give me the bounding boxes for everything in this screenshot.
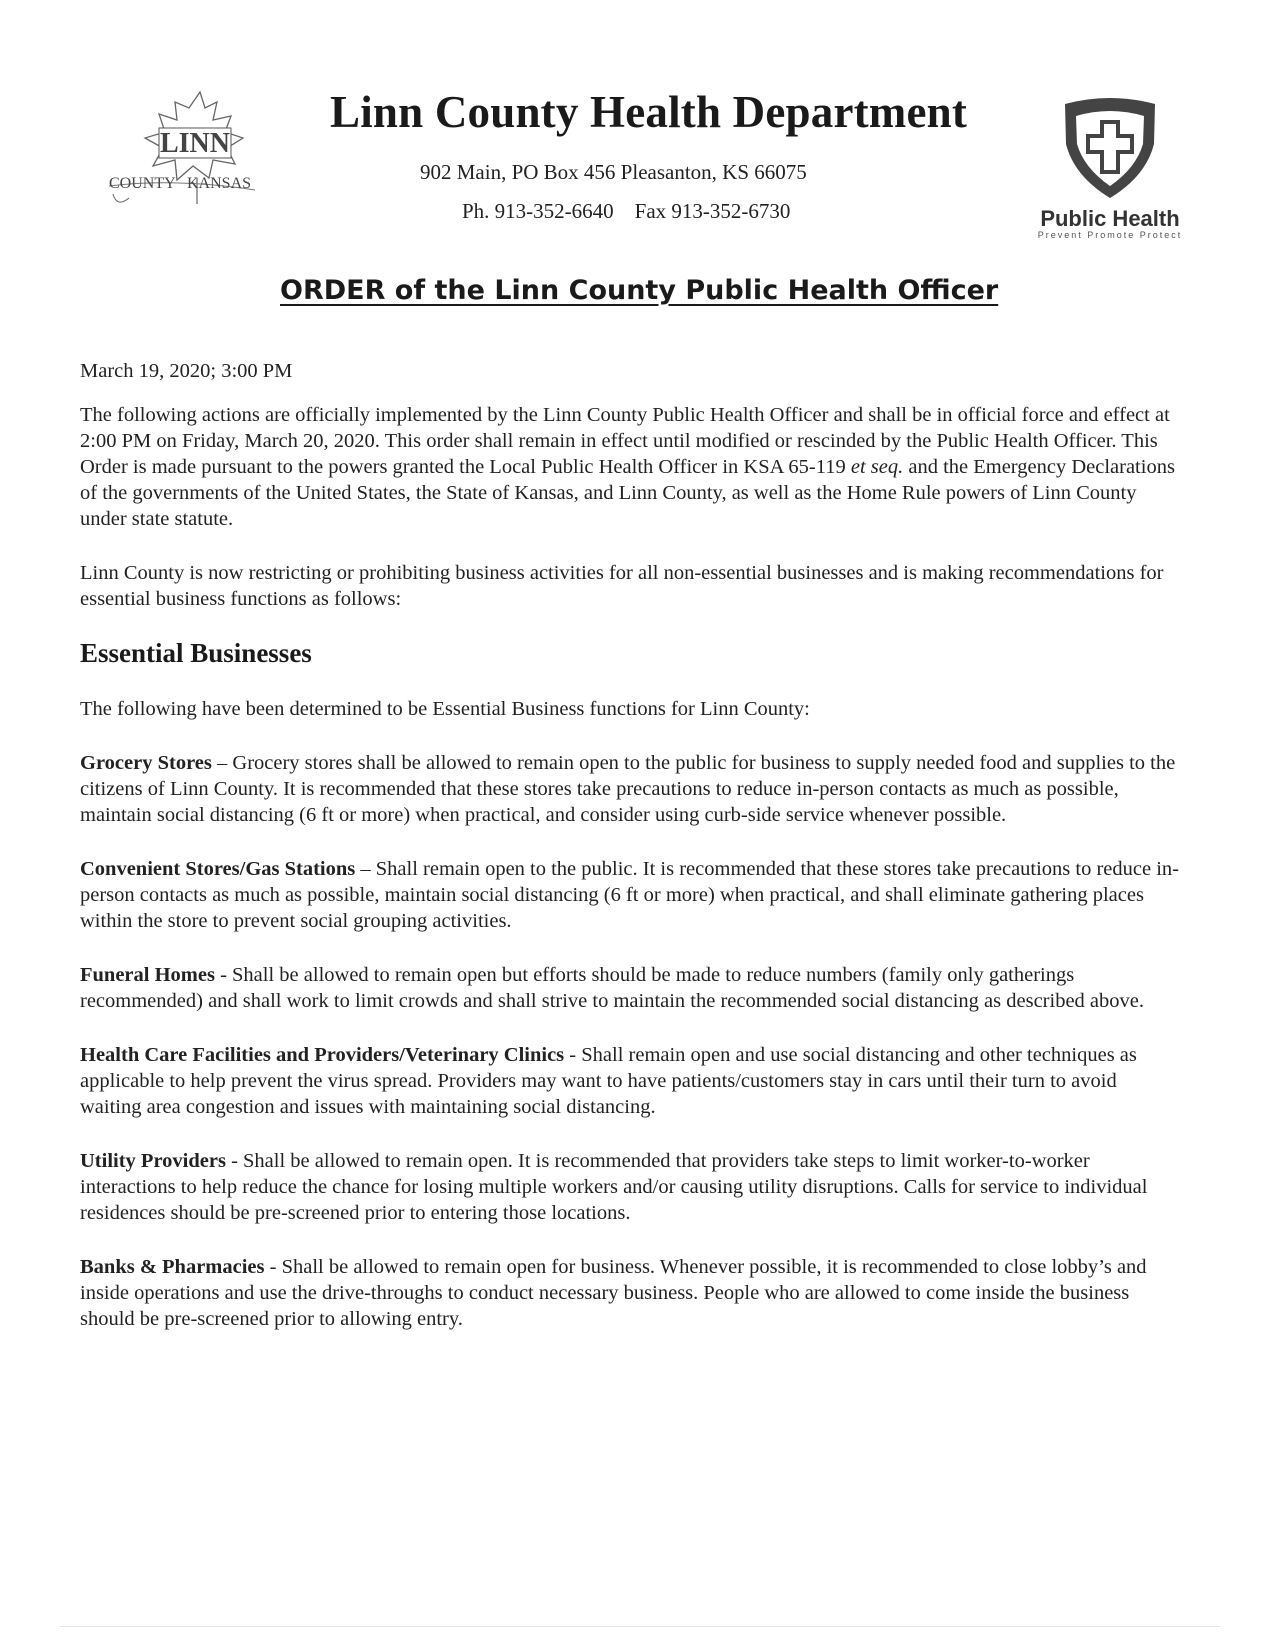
item-title: Convenient Stores/Gas Stations (80, 858, 356, 880)
item-separator: - (214, 964, 233, 986)
section-heading: Essential Businesses (80, 638, 312, 668)
business-item-funeral-homes (80, 962, 1180, 1014)
intro-italic: et seq. (850, 456, 904, 478)
svg-text:COUNTY: COUNTY (109, 175, 176, 192)
public-health-label: Public Health (1040, 206, 1180, 231)
item-title: Banks & Pharmacies (80, 1256, 265, 1278)
public-health-logo (1020, 98, 1200, 243)
item-text: Shall remain open to the public. It is recommended that these stores take precautions to reduce in-person contacts as much as possible, maintain social distancing (6 ft or more) when practical, and shall eliminate gathering places within the store to prevent social grouping activities. (80, 858, 1179, 932)
item-title: Health Care Facilities and Providers/Veterinary Clinics (80, 1044, 565, 1066)
item-text: Grocery stores shall be allowed to remain open to the public for business to supply needed food and supplies to the citizens of Linn County. It is recommended that these stores take precautions to reduce in-person contacts as much as possible, maintain social distancing (6 ft or more) when practical, and consider using curb-side service whenever possible. (80, 752, 1176, 826)
fax-number: Fax 913-352-6730 (634, 199, 791, 223)
item-separator: - (264, 1256, 282, 1278)
department-title: Linn County Health Department (330, 87, 968, 137)
department-contact (462, 199, 790, 224)
intro-text-part-1: The following actions are officially implemented by the Linn County Public Health Officer and shall be in official force and effect at 2:00 PM on Friday, March 20, 2020. This order shall remain in effect until modified or rescinded by the Public Health Officer. This Order is made pursuant to the powers granted the Local Public Health Officer in KSA 65-119 (80, 404, 1170, 478)
svg-text:LINN: LINN (159, 128, 231, 159)
item-text: Shall be allowed to remain open but efforts should be made to reduce numbers (family only gatherings recommended) and shall work to limit crowds and shall strive to maintain the recommended social distancing as described above. (80, 964, 1144, 1012)
item-text: Shall remain open and use social distancing and other techniques as applicable to help prevent the virus spread. Providers may want to have patients/customers stay in cars until their turn to avoid waiting area congestion and issues with maintaining social distancing. (80, 1044, 1137, 1118)
section-lead: The following have been determined to be Essential Business functions for Linn County: (80, 698, 810, 720)
item-separator: – (355, 858, 376, 880)
page-edge-divider (60, 1626, 1220, 1627)
phone-number: Ph. 913-352-6640 (462, 199, 614, 223)
item-separator: - (564, 1044, 582, 1066)
business-item-convenient-stores (80, 856, 1180, 934)
public-health-tagline: Prevent Promote Protect (1037, 230, 1183, 240)
restriction-paragraph: Linn County is now restricting or prohibiting business activities for all non-essential businesses and is making recommendations for essential business functions as follows: (80, 562, 1164, 610)
business-item-health-care (80, 1042, 1180, 1120)
linn-county-logo (105, 86, 275, 221)
svg-text:KANSAS: KANSAS (187, 175, 252, 192)
order-title: ORDER of the Linn County Public Health Officer (280, 275, 999, 306)
item-text: Shall be allowed to remain open for business. Whenever possible, it is recommended to close lobby’s and inside operations and use the drive-throughs to conduct necessary business. People who are allowed to come inside the business should be pre-screened prior to allowing entry. (80, 1256, 1147, 1330)
item-title: Grocery Stores (80, 752, 212, 774)
item-separator: - (225, 1150, 244, 1172)
item-separator: – (211, 752, 233, 774)
order-date: March 19, 2020; 3:00 PM (80, 360, 293, 382)
department-address: 902 Main, PO Box 456 Pleasanton, KS 66075 (420, 160, 807, 184)
item-title: Utility Providers (80, 1150, 226, 1172)
item-text: Shall be allowed to remain open. It is recommended that providers take steps to limit worker-to-worker interactions to help reduce the chance for losing multiple workers and/or causing utility disruptions. Calls for service to individual residences should be pre-screened prior to entering those locations. (80, 1150, 1148, 1224)
intro-paragraph (80, 402, 1180, 532)
shield-cross-icon (1020, 98, 1200, 203)
item-title: Funeral Homes (80, 964, 215, 986)
intro-text-part-2: and the Emergency Declarations of the governments of the United States, the State of Kansas, and Linn County, as well as the Home Rule powers of Linn County under state statute. (80, 456, 1175, 530)
document-body (80, 358, 1180, 1360)
business-item-banks-pharmacies (80, 1254, 1180, 1332)
maple-leaf-icon (105, 86, 275, 221)
business-item-utility-providers (80, 1148, 1180, 1226)
business-item-grocery (80, 750, 1180, 828)
